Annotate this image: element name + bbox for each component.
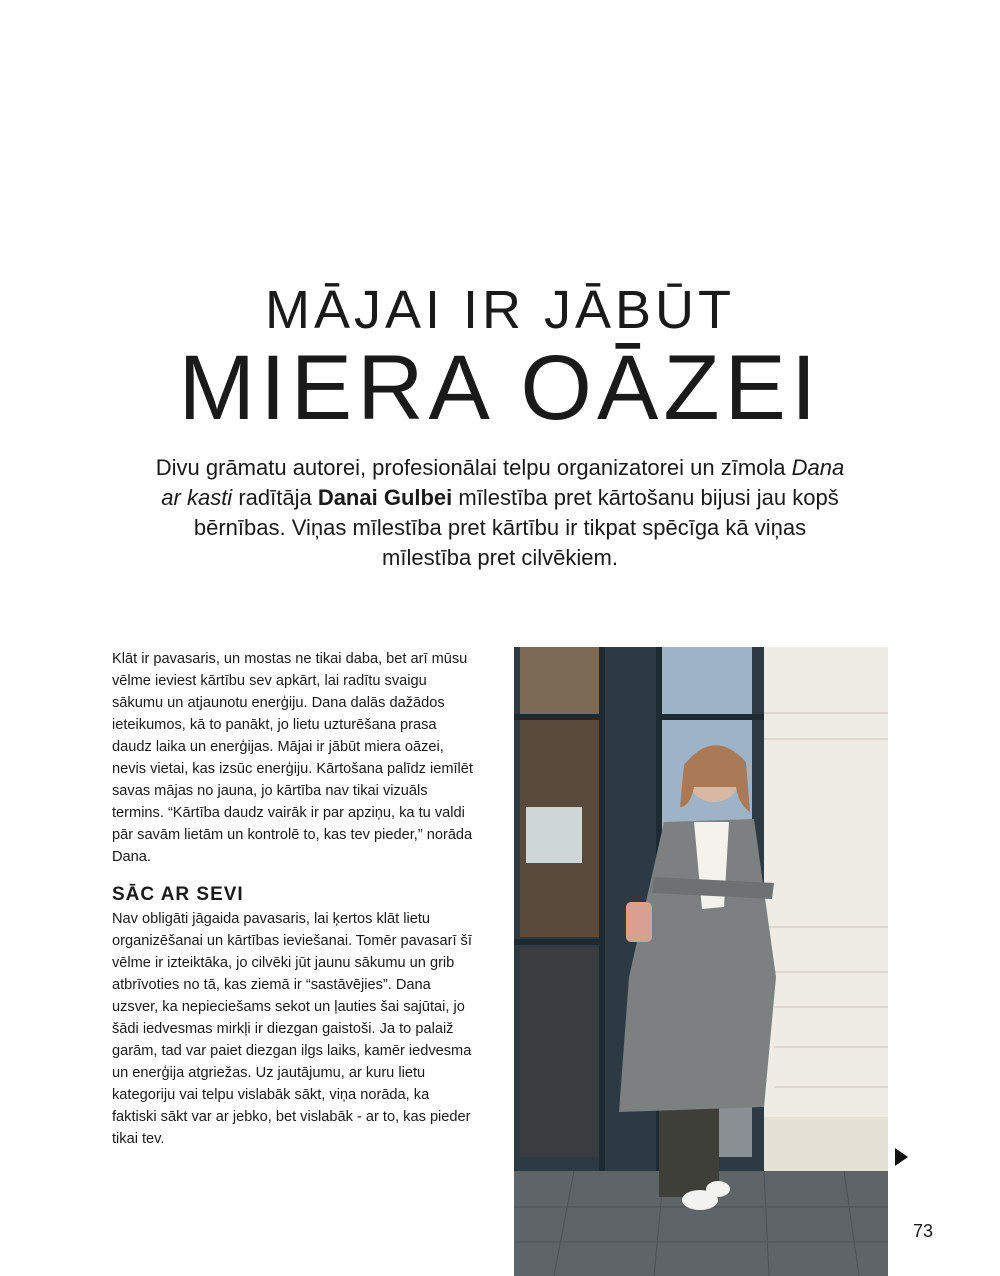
- body-paragraph-1: Klāt ir pavasaris, un mostas ne tikai daba, bet arī mūsu vēlme ieviest kārtību sev apkārt, lai radītu svaigu sākumu un atjaunotu enerģiju. Dana dalās dažādos ieteikumos, kā to panākt, jo lietu uzturēšana prasa daudz laika un enerģijas. Mājai ir jābūt miera oāzei, nevis vietai, kas izsūc enerģiju. Kārtošana palīdz iemīlēt savas mājas no jauna, jo kārtība nav tikai vizuāls termins. “Kārtība daudz vairāk ir par apziņu, ka tu valdi pār savām lietām un kontrolē to, kas tev pieder,” norāda Dana.: [112, 651, 473, 865]
- brand-name: Dana ar kasti: [161, 455, 845, 510]
- lead-text-3: mīlestība pret kārtošanu bijusi jau kopš bērnības. Viņas mīlestība pret kārtību ir tikpat spēcīga kā viņas mīlestība pret cilvēkiem.: [193, 485, 839, 570]
- portrait-photo: [514, 647, 888, 1276]
- body-paragraph-2: Nav obligāti jāgaida pavasaris, lai ķertos klāt lietu organizēšanai un kārtības ieviešanai. Tomēr pavasarī šī vēlme ir izteiktāka, jo cilvēki jūt jaunu sākumu un grib atbrīvoties no tā, kas ziemā ir “sastāvējies”. Dana uzsver, ka nepieciešams sekot un ļauties šai sajūtai, jo šādi iedvesmas mirkļi ir diezgan gaistoši. Ja to palaiž garām, tad var paiet diezgan ilgs laiks, kamēr iedvesma un enerģija atgriežas. Uz jautājumu, ar kuru lietu kategoriju vai telpu vislabāk sākt, viņa norāda, ka faktiski sākt var ar jebko, bet vislabāk - ar to, kas pieder tikai tev.: [112, 911, 472, 1147]
- headline-line-2: MIERA OĀZEI: [178, 337, 822, 439]
- lead-text-2: radītāja: [232, 485, 318, 510]
- lead-paragraph: [150, 453, 850, 573]
- page-number: 73: [913, 1221, 934, 1241]
- person-name: Danai Gulbei: [317, 485, 453, 510]
- section-subheading: SĀC AR SEVI: [112, 884, 244, 905]
- next-page-arrow-icon: [895, 1148, 908, 1166]
- headline-line-1: MĀJAI IR JĀBŪT: [264, 280, 736, 340]
- lead-text-1: Divu grāmatu autorei, profesionālai telpu organizatorei un zīmola: [155, 455, 792, 480]
